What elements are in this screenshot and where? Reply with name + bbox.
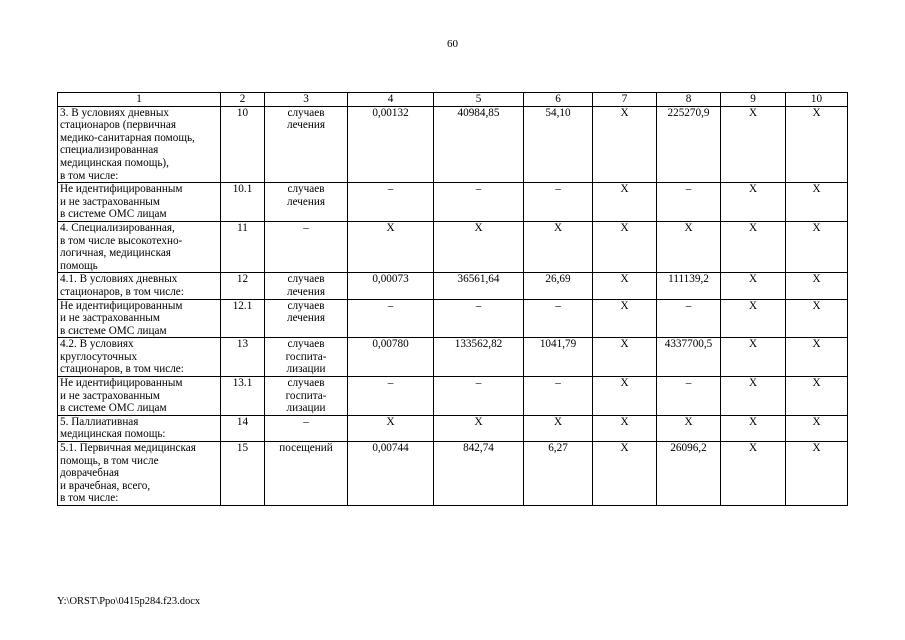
row-value-cell-c5: Х [434, 415, 524, 441]
row-name-cell [58, 106, 221, 183]
row-unit-cell [265, 221, 348, 272]
row-unit-line: лечения [287, 119, 325, 132]
row-code-cell: 14 [221, 415, 265, 441]
row-value-cell-c6: – [524, 377, 593, 416]
row-value-cell-c6: 1041,79 [524, 338, 593, 377]
table-row [58, 299, 848, 338]
row-unit-cell [265, 106, 348, 183]
row-value-cell-c8: 4337700,5 [657, 338, 721, 377]
row-value-cell-c5: – [434, 377, 524, 416]
column-header: 1 [58, 93, 221, 107]
row-name-line: и не застрахованным [60, 389, 160, 402]
row-name-line: 4.2. В условиях [60, 338, 134, 351]
row-name-line: медицинская помощь: [60, 428, 166, 441]
table-row [58, 415, 848, 441]
column-header: 2 [221, 93, 265, 107]
row-value-cell-c5: Х [434, 221, 524, 272]
row-value-cell-c4: 0,00073 [348, 273, 434, 299]
column-header: 10 [786, 93, 848, 107]
header-row [58, 93, 848, 107]
row-value-cell-c6: Х [524, 221, 593, 272]
row-unit-line: – [303, 221, 309, 234]
row-code-cell: 15 [221, 442, 265, 506]
row-name-line: специализированная [60, 144, 159, 157]
row-code-cell: 13 [221, 338, 265, 377]
row-value-cell-c4: Х [348, 415, 434, 441]
row-name-cell [58, 415, 221, 441]
row-name-line: 4. Специализированная, [60, 221, 175, 234]
row-name-line: стационаров (первичная [60, 119, 177, 132]
row-code-cell: 10.1 [221, 183, 265, 222]
row-value-cell-c5: 133562,82 [434, 338, 524, 377]
row-value-cell-c9: Х [721, 273, 786, 299]
row-value-cell-c8: – [657, 377, 721, 416]
table-row [58, 183, 848, 222]
row-name-line: круглосуточных [60, 350, 138, 363]
row-value-cell-c9: Х [721, 338, 786, 377]
row-name-line: Не идентифицированным [60, 377, 183, 390]
row-value-cell-c9: Х [721, 442, 786, 506]
row-code-cell: 11 [221, 221, 265, 272]
row-value-cell-c6: 26,69 [524, 273, 593, 299]
row-value-cell-c10: Х [786, 377, 848, 416]
row-name-line: стационаров, в том числе: [60, 363, 184, 376]
row-value-cell-c7: Х [593, 106, 657, 183]
row-unit-line: случаев [287, 338, 325, 351]
row-name-cell [58, 221, 221, 272]
row-value-cell-c9: Х [721, 299, 786, 338]
table-row [58, 273, 848, 299]
row-value-cell-c4: – [348, 183, 434, 222]
row-name-line: медико-санитарная помощь, [60, 131, 195, 144]
row-value-cell-c10: Х [786, 273, 848, 299]
row-value-cell-c8: – [657, 299, 721, 338]
column-header: 3 [265, 93, 348, 107]
row-name-line: и врачебная, всего, [60, 479, 151, 492]
row-name-line: в том числе: [60, 169, 119, 182]
row-value-cell-c4: 0,00780 [348, 338, 434, 377]
row-value-cell-c4: – [348, 377, 434, 416]
row-value-cell-c10: Х [786, 106, 848, 183]
column-header: 5 [434, 93, 524, 107]
row-unit-line: случаев [287, 377, 325, 390]
row-name-line: 5. Паллиативная [60, 415, 139, 428]
row-value-cell-c10: Х [786, 442, 848, 506]
table-row [58, 338, 848, 377]
row-value-cell-c6: Х [524, 415, 593, 441]
row-unit-cell [265, 377, 348, 416]
data-table [57, 92, 848, 506]
row-value-cell-c10: Х [786, 338, 848, 377]
row-name-line: 4.1. В условиях дневных [60, 273, 178, 286]
row-name-cell [58, 338, 221, 377]
row-name-line: помощь [60, 259, 98, 272]
row-unit-cell [265, 415, 348, 441]
column-header: 7 [593, 93, 657, 107]
row-unit-line: лизации [286, 363, 326, 376]
row-unit-line: лизации [286, 402, 326, 415]
row-value-cell-c8: 111139,2 [657, 273, 721, 299]
row-unit-cell [265, 442, 348, 506]
table-row [58, 106, 848, 183]
row-value-cell-c8: Х [657, 221, 721, 272]
row-name-cell [58, 377, 221, 416]
row-value-cell-c7: Х [593, 377, 657, 416]
row-value-cell-c5: 40984,85 [434, 106, 524, 183]
row-value-cell-c8: 26096,2 [657, 442, 721, 506]
row-value-cell-c5: 36561,64 [434, 273, 524, 299]
row-value-cell-c9: Х [721, 183, 786, 222]
row-value-cell-c8: – [657, 183, 721, 222]
row-value-cell-c6: – [524, 183, 593, 222]
row-name-cell [58, 442, 221, 506]
row-value-cell-c5: 842,74 [434, 442, 524, 506]
row-name-line: Не идентифицированным [60, 299, 183, 312]
row-unit-line: случаев [287, 106, 325, 119]
row-value-cell-c7: Х [593, 442, 657, 506]
file-path-footer: Y:\ORST\Ppo\0415p284.f23.docx [57, 596, 201, 607]
row-value-cell-c7: Х [593, 299, 657, 338]
row-value-cell-c9: Х [721, 415, 786, 441]
row-unit-line: госпита- [285, 350, 327, 363]
row-name-cell [58, 183, 221, 222]
row-value-cell-c9: Х [721, 377, 786, 416]
row-value-cell-c10: Х [786, 183, 848, 222]
row-value-cell-c7: Х [593, 221, 657, 272]
row-value-cell-c10: Х [786, 299, 848, 338]
row-value-cell-c6: 54,10 [524, 106, 593, 183]
row-name-line: помощь, в том числе [60, 454, 159, 467]
column-header: 8 [657, 93, 721, 107]
row-name-line: и не застрахованным [60, 312, 160, 325]
row-value-cell-c10: Х [786, 221, 848, 272]
row-name-line: доврачебная [60, 467, 120, 480]
row-unit-cell [265, 338, 348, 377]
row-unit-cell [265, 183, 348, 222]
row-value-cell-c6: – [524, 299, 593, 338]
row-value-cell-c10: Х [786, 415, 848, 441]
row-name-line: в том числе: [60, 492, 119, 505]
table-row [58, 221, 848, 272]
row-value-cell-c8: 225270,9 [657, 106, 721, 183]
row-code-cell: 10 [221, 106, 265, 183]
row-unit-line: случаев [287, 273, 325, 286]
row-name-line: Не идентифицированным [60, 183, 183, 196]
table-row [58, 377, 848, 416]
page-number: 60 [447, 38, 458, 50]
row-name-line: и не застрахованным [60, 195, 160, 208]
row-code-cell: 12 [221, 273, 265, 299]
row-code-cell: 13.1 [221, 377, 265, 416]
column-header: 4 [348, 93, 434, 107]
row-value-cell-c6: 6,27 [524, 442, 593, 506]
row-code-cell: 12.1 [221, 299, 265, 338]
row-unit-cell [265, 299, 348, 338]
row-value-cell-c4: 0,00132 [348, 106, 434, 183]
table-row [58, 442, 848, 506]
row-value-cell-c4: – [348, 299, 434, 338]
row-name-line: в том числе высокотехно- [60, 234, 183, 247]
row-value-cell-c5: – [434, 183, 524, 222]
column-header: 6 [524, 93, 593, 107]
row-name-cell [58, 299, 221, 338]
row-value-cell-c9: Х [721, 221, 786, 272]
row-name-line: медицинская помощь), [60, 156, 169, 169]
row-unit-line: лечения [287, 312, 325, 325]
row-value-cell-c7: Х [593, 273, 657, 299]
row-unit-line: лечения [287, 195, 325, 208]
row-unit-line: случаев [287, 183, 325, 196]
row-value-cell-c7: Х [593, 415, 657, 441]
row-value-cell-c8: Х [657, 415, 721, 441]
row-value-cell-c7: Х [593, 338, 657, 377]
row-name-line: в системе ОМС лицам [60, 208, 167, 221]
row-unit-cell [265, 273, 348, 299]
row-unit-line: госпита- [285, 389, 327, 402]
row-name-line: стационаров, в том числе: [60, 285, 184, 298]
row-value-cell-c9: Х [721, 106, 786, 183]
row-name-line: в системе ОМС лицам [60, 402, 167, 415]
row-value-cell-c4: 0,00744 [348, 442, 434, 506]
row-unit-line: лечения [287, 285, 325, 298]
row-name-cell [58, 273, 221, 299]
row-name-line: 5.1. Первичная медицинская [60, 442, 196, 455]
row-unit-line: – [303, 415, 309, 428]
row-name-line: логичная, медицинская [60, 247, 171, 260]
row-value-cell-c7: Х [593, 183, 657, 222]
row-name-line: 3. В условиях дневных [60, 106, 170, 119]
row-unit-line: посещений [279, 442, 333, 455]
column-header: 9 [721, 93, 786, 107]
row-unit-line: случаев [287, 299, 325, 312]
row-name-line: в системе ОМС лицам [60, 324, 167, 337]
row-value-cell-c5: – [434, 299, 524, 338]
row-value-cell-c4: Х [348, 221, 434, 272]
